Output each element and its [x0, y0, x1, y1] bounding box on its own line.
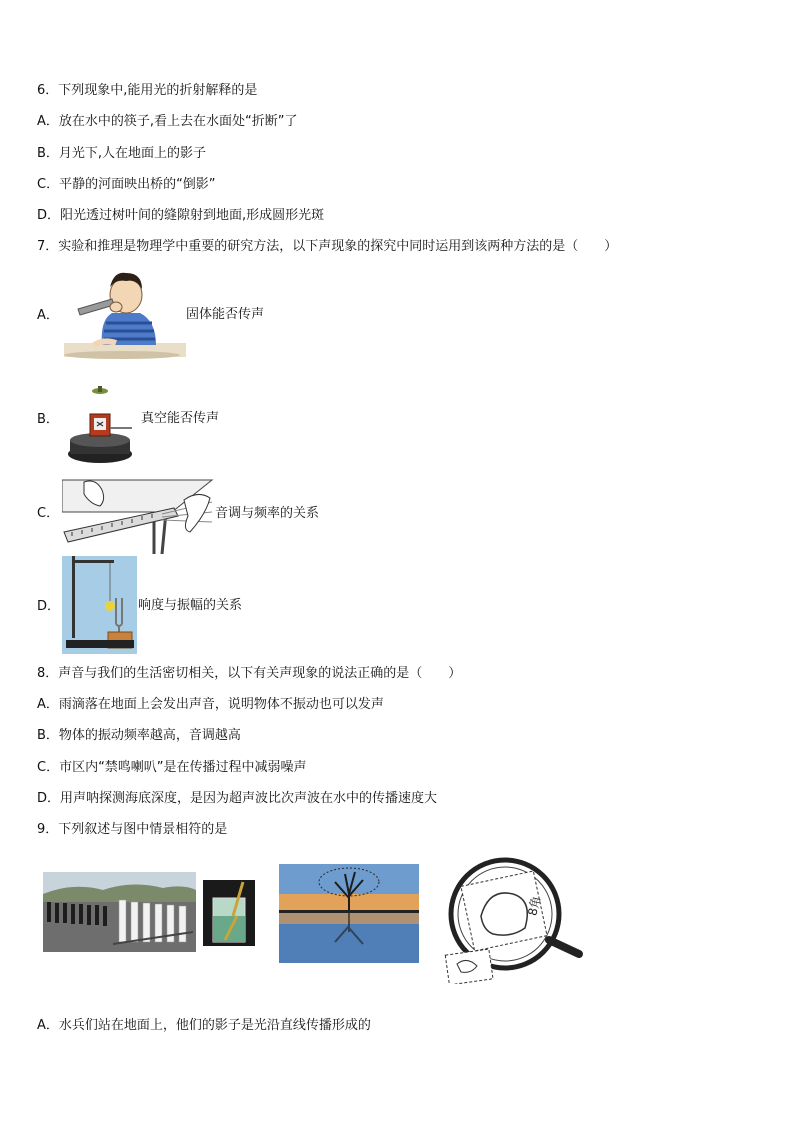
q7-option-c-caption: 音调与频率的关系	[215, 506, 320, 521]
boy-string-phone-image	[64, 265, 186, 363]
tuning-fork-image	[62, 556, 137, 654]
q6-option-d: D．阳光透过树叶间的缝隙射到地面,形成圆形光斑	[37, 208, 325, 223]
soldiers-image	[43, 872, 196, 952]
q6-stem: 6．下列现象中,能用光的折射解释的是	[37, 83, 258, 98]
q6-option-c: C．平静的河面映出桥的“倒影”	[37, 177, 216, 192]
q9-stem: 9．下列叙述与图中情景相符的是	[37, 822, 228, 837]
q8-option-c: C．市区内“禁鸣喇叭”是在传播过程中减弱噪声	[37, 760, 307, 775]
q7-option-d-caption: 响度与振幅的关系	[138, 598, 243, 613]
magnifier-stamp-image	[437, 856, 587, 984]
q7-option-b-label: B．	[37, 412, 59, 427]
q7-option-c-label: C．	[37, 506, 60, 521]
tree-reflection-image	[279, 864, 419, 963]
q7-option-b-caption: 真空能否传声	[141, 411, 220, 426]
q8-stem: 8．声音与我们的生活密切相关，以下有关声现象的说法正确的是（ ）	[37, 666, 462, 681]
q8-option-a: A．雨滴落在地面上会发出声音，说明物体不振动也可以发声	[37, 697, 384, 712]
q7-option-a-caption: 固体能否传声	[186, 307, 265, 322]
stamp-text: 8角	[525, 894, 544, 917]
q7-option-d-label: D．	[37, 599, 61, 614]
q7-option-a-label: A．	[37, 308, 59, 323]
q8-option-d: D．用声呐探测海底深度，是因为超声波比次声波在水中的传播速度大	[37, 791, 438, 806]
q7-stem: 7．实验和推理是物理学中重要的研究方法，以下声现象的探究中同时运用到该两种方法的是（ ）	[37, 239, 618, 254]
bell-jar-image	[68, 384, 140, 466]
q6-option-b: B．月光下,人在地面上的影子	[37, 146, 207, 161]
q9-option-a: A．水兵们站在地面上，他们的影子是光沿直线传播形成的	[37, 1018, 371, 1033]
ruler-table-image	[62, 472, 214, 554]
pencil-water-image	[203, 880, 255, 946]
q8-option-b: B．物体的振动频率越高，音调越高	[37, 728, 241, 743]
q6-option-a: A．放在水中的筷子,看上去在水面处“折断”了	[37, 114, 298, 129]
